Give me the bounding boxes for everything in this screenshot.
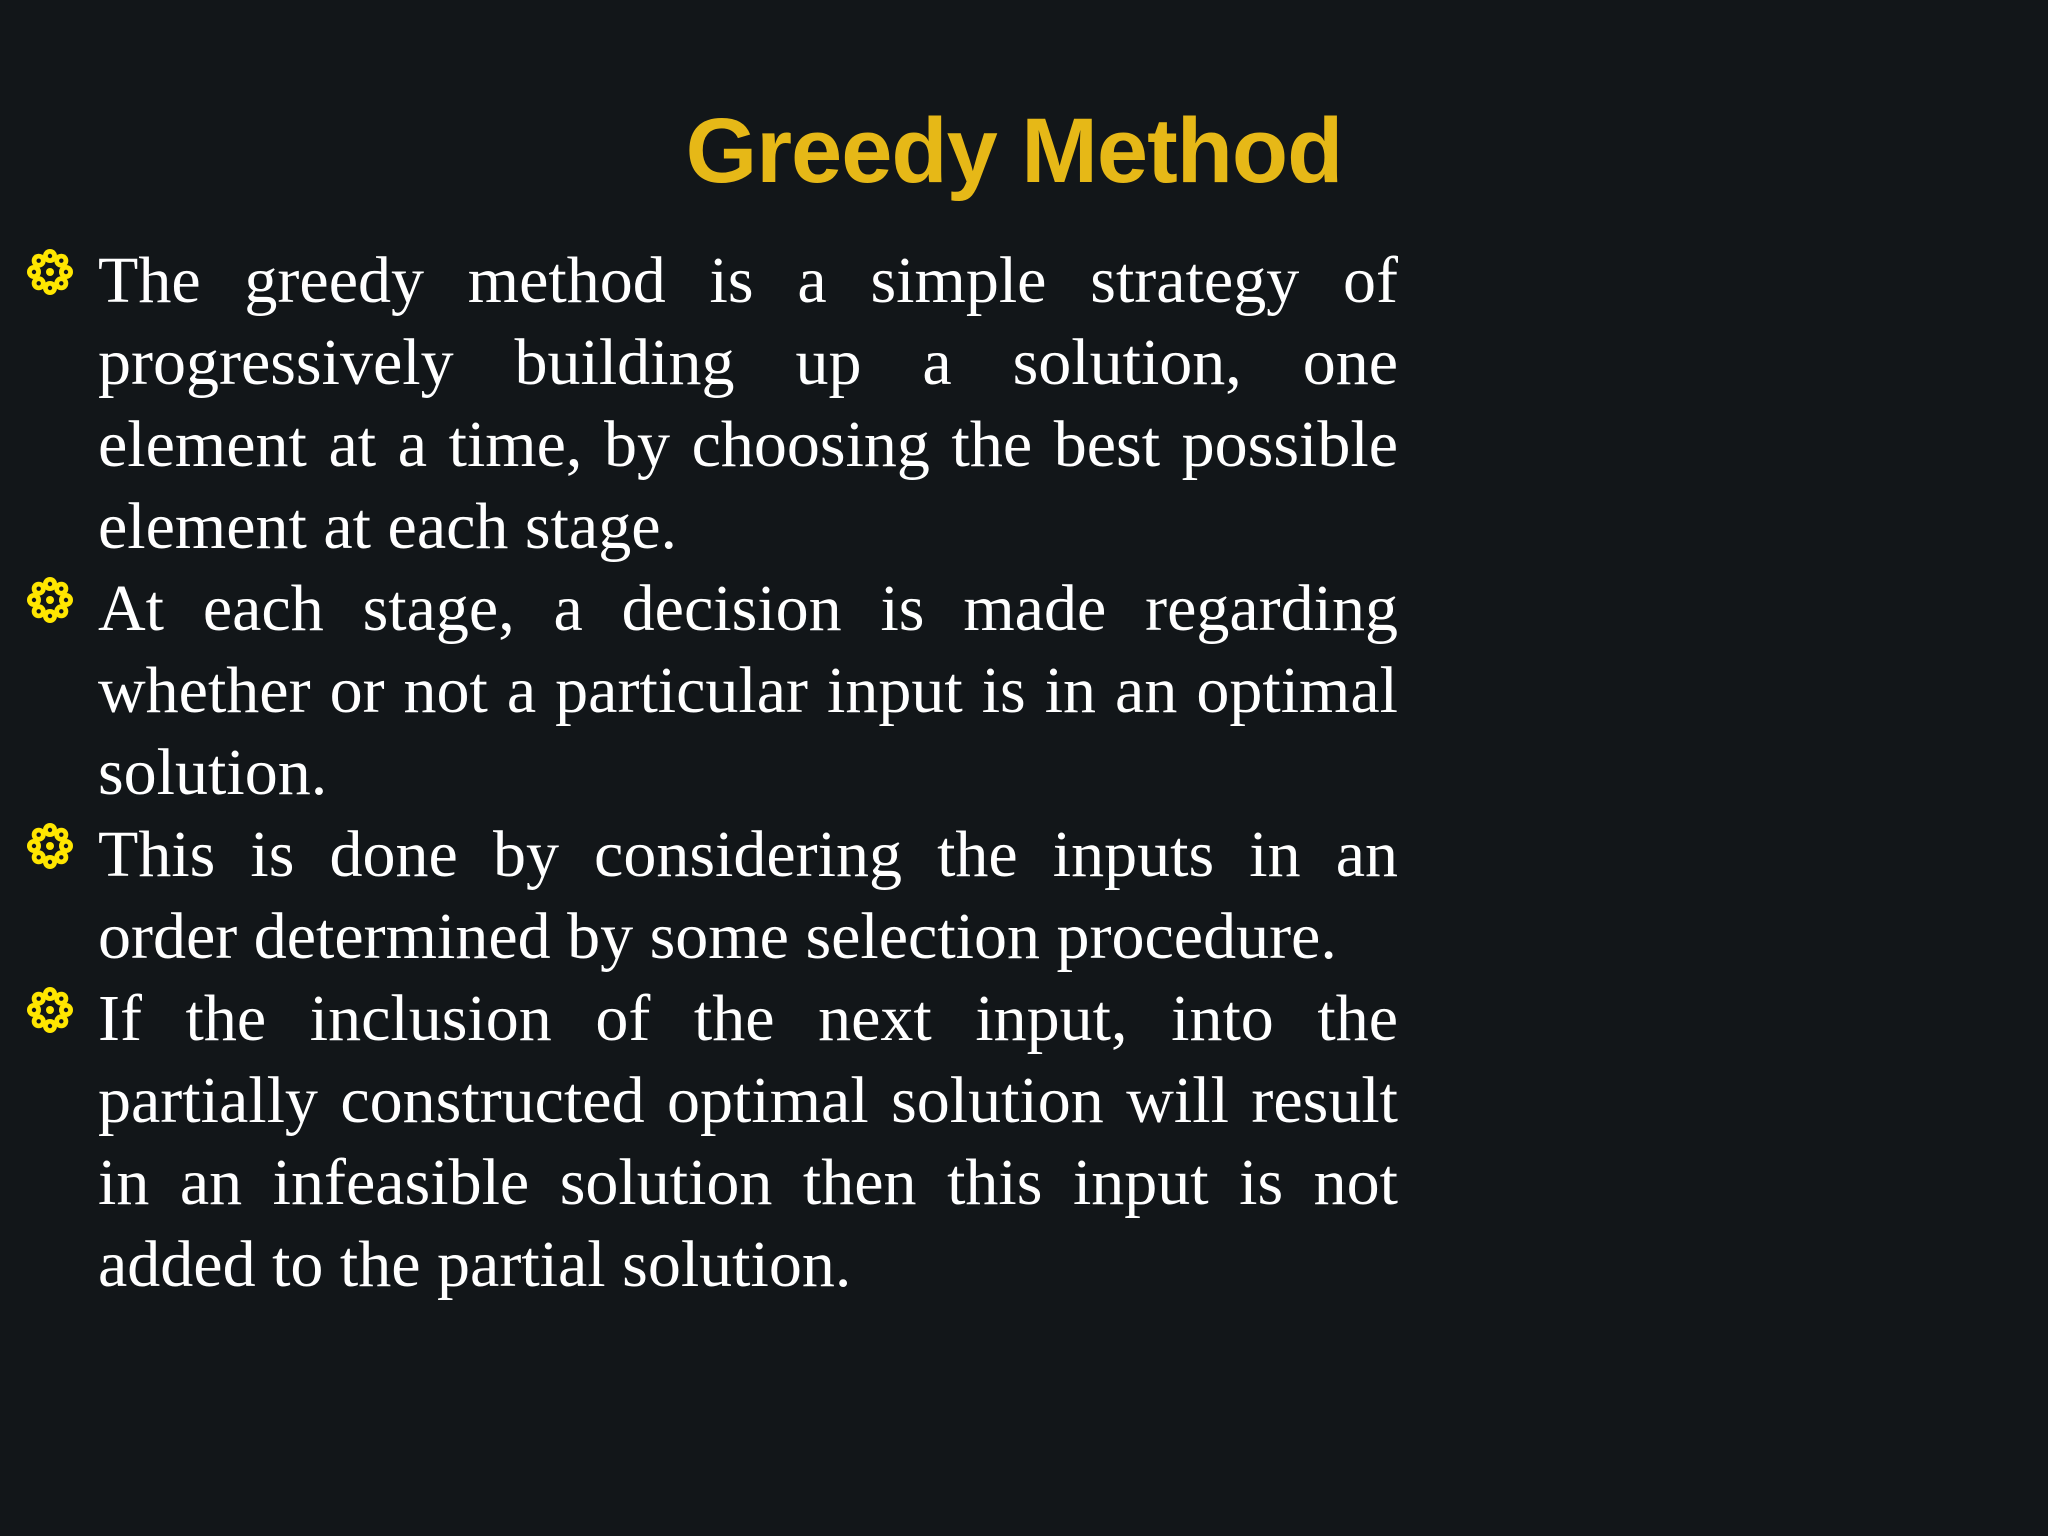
slide-title: Greedy Method xyxy=(685,100,1343,202)
flower-icon xyxy=(22,818,78,874)
bullet-item xyxy=(0,240,1398,568)
bullet-text: The greedy method is a simple strategy of progressively building up a solution, one element at a time, by choosing the best possible element at each stage. xyxy=(98,244,1398,563)
bullet-list xyxy=(0,240,1400,1306)
bullet-text: At each stage, a decision is made regarding whether or not a particular input is in an optimal solution. xyxy=(98,572,1398,809)
bullet-item xyxy=(0,568,1398,814)
bullet-text: This is done by considering the inputs in an order determined by some selection procedure. xyxy=(98,818,1398,973)
bullet-text: If the inclusion of the next input, into the partially constructed optimal solution will result in an infeasible solution then this input is not added to the partial solution. xyxy=(98,982,1398,1301)
flower-icon xyxy=(22,982,78,1038)
flower-icon xyxy=(22,572,78,628)
bullet-item xyxy=(0,814,1398,978)
flower-icon xyxy=(22,244,78,300)
bullet-item xyxy=(0,978,1398,1306)
